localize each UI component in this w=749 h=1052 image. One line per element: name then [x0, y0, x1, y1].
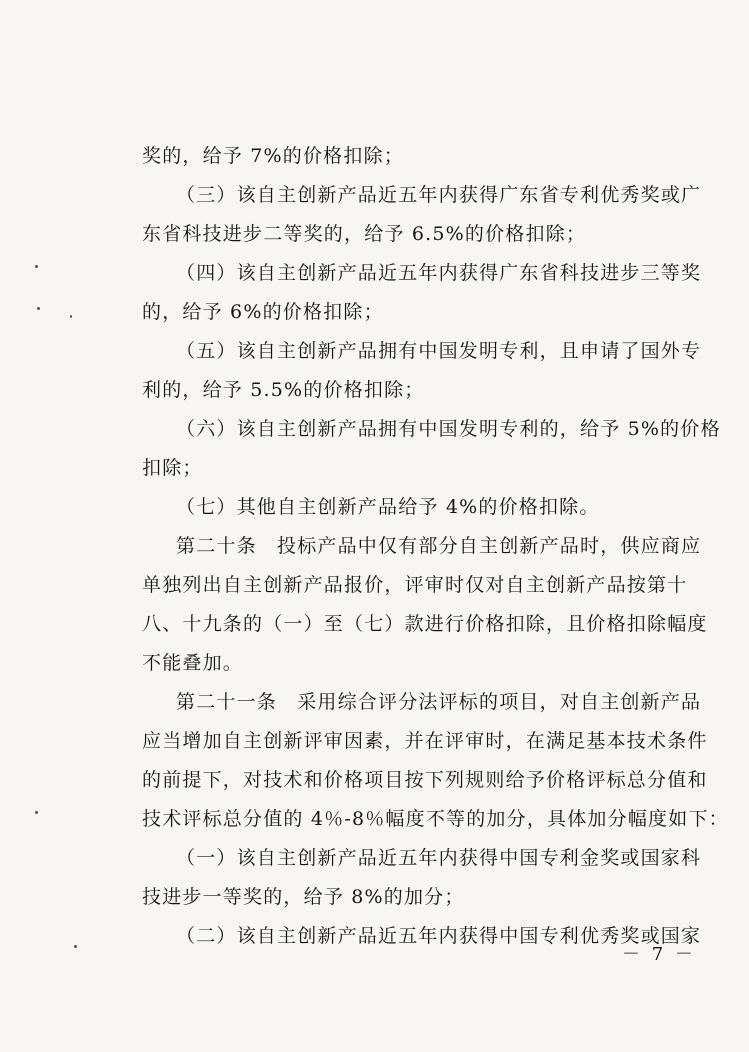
scan-speck	[35, 811, 38, 814]
text-line-3: 东省科技进步二等奖的，给予 6.5%的价格扣除；	[142, 223, 587, 245]
text-line-9: 扣除；	[142, 457, 203, 479]
text-line-11: 第二十条 投标产品中仅有部分自主创新产品时，供应商应	[176, 535, 702, 557]
text-line-18: 技术评标总分值的 4％-8％幅度不等的加分，具体加分幅度如下：	[142, 808, 729, 830]
text-line-7: 利的，给予 5.5%的价格扣除；	[142, 379, 425, 401]
text-line-6: （五）该自主创新产品拥有中国发明专利，且申请了国外专	[176, 340, 702, 362]
text-line-16: 应当增加自主创新评审因素，并在评审时，在满足基本技术条件	[142, 730, 708, 752]
text-line-12: 单独列出自主创新产品报价，评审时仅对自主创新产品按第十	[142, 574, 688, 596]
scan-speck	[70, 315, 72, 318]
text-line-10: （七）其他自主创新产品给予 4%的价格扣除。	[176, 496, 600, 518]
page-number: － 7 －	[622, 944, 696, 965]
text-line-14: 不能叠加。	[142, 652, 244, 674]
text-line-20: 技进步一等奖的，给予 8%的加分；	[142, 886, 465, 908]
scan-speck	[37, 307, 40, 310]
text-line-19: （一）该自主创新产品近五年内获得中国专利金奖或国家科	[176, 847, 702, 869]
scan-speck	[74, 945, 77, 948]
text-line-17: 的前提下，对技术和价格项目按下列规则给予价格评标总分值和	[142, 769, 708, 791]
text-line-15: 第二十一条 采用综合评分法评标的项目，对自主创新产品	[176, 691, 702, 713]
text-line-13: 八、十九条的（一）至（七）款进行价格扣除，且价格扣除幅度	[142, 613, 708, 635]
text-line-1: 奖的，给予 7%的价格扣除；	[142, 145, 404, 167]
text-line-4: （四）该自主创新产品近五年内获得广东省科技进步三等奖	[176, 262, 702, 284]
text-line-8: （六）该自主创新产品拥有中国发明专利的，给予 5%的价格	[176, 418, 721, 440]
text-line-5: 的，给予 6%的价格扣除；	[142, 301, 384, 323]
text-line-2: （三）该自主创新产品近五年内获得广东省专利优秀奖或广	[176, 184, 702, 206]
text-line-21: （二）该自主创新产品近五年内获得中国专利优秀奖或国家	[176, 925, 702, 947]
scan-speck	[35, 265, 38, 268]
